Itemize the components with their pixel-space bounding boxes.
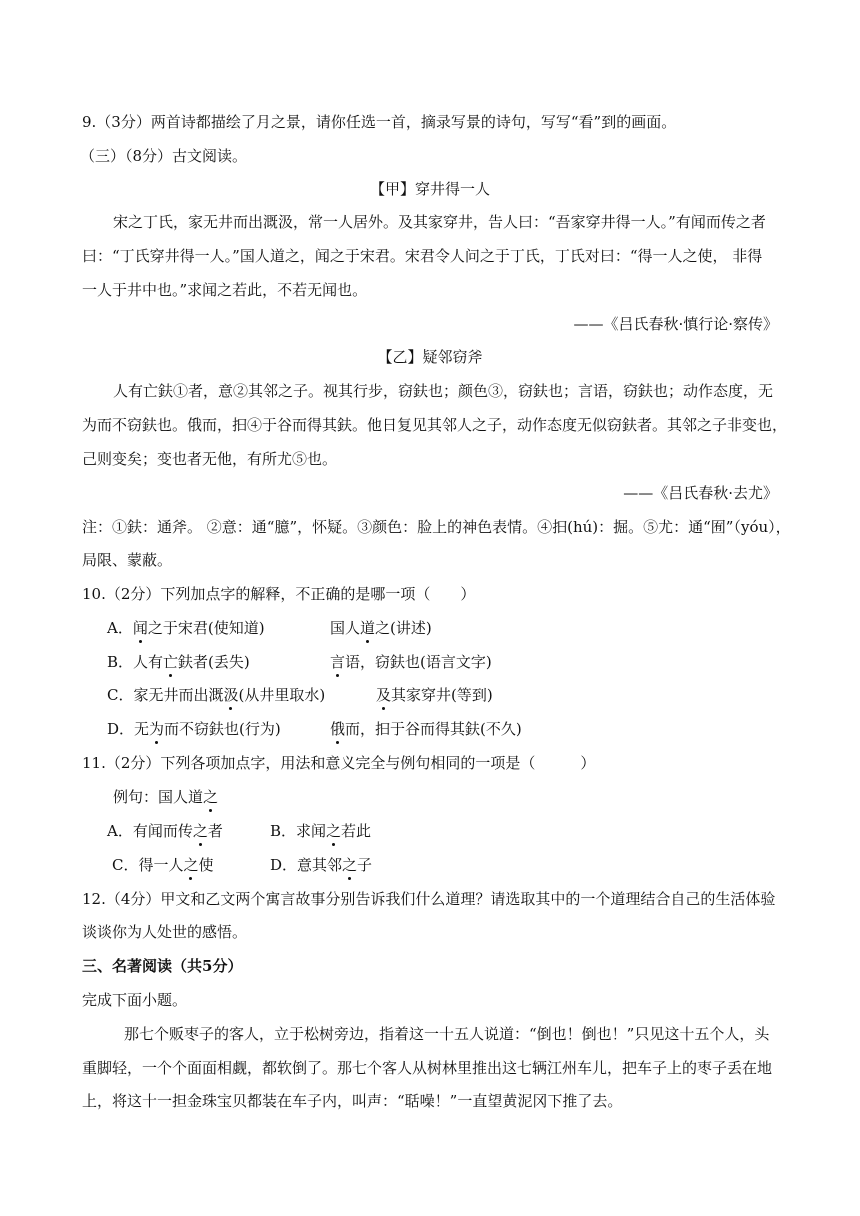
q11-example: 例句：国人道之 xyxy=(113,788,219,806)
q10-option-a-second: 国人道之(讲述) xyxy=(330,619,432,637)
q11-option-c: C．得一人之使 xyxy=(112,856,214,874)
yi-title: 【乙】疑邻窃斧 xyxy=(377,348,483,366)
q10-option-a: A．闻之于宋君(使知道) xyxy=(107,619,265,637)
passage-line-1: 那七个贩枣子的客人，立于松树旁边，指着这一十五人说道：“倒也！倒也！”只见这十五个人，头 xyxy=(124,1025,770,1043)
q10-option-c: C．家无井而出溉汲(从井里取水) xyxy=(107,686,326,704)
yi-line-3: 己则变矣；变也者无他，有所尤⑤也。 xyxy=(82,450,338,468)
emphasis-dot-char: 及 xyxy=(376,686,392,704)
q10-option-d-second: 俄而，抇于谷而得其鈇(不久) xyxy=(330,720,522,738)
q11-option-a: A．有闻而传之者 xyxy=(107,822,223,840)
emphasis-dot-char: 道 xyxy=(360,619,376,637)
notes-line-2: 局限、蒙蔽。 xyxy=(82,551,173,569)
emphasis-dot-char: 之 xyxy=(342,856,358,874)
emphasis-dot-char: 汲 xyxy=(223,686,239,704)
q10-option-b-second: 言语，窃鈇也(语言文字) xyxy=(330,653,492,671)
emphasis-dot-char: 闻 xyxy=(132,619,148,637)
q10-option-d: D．无为而不窃鈇也(行为) xyxy=(107,720,281,738)
q11-option-b: B．求闻之若此 xyxy=(270,822,372,840)
emphasis-dot-char: 亡 xyxy=(163,653,179,671)
emphasis-dot-char: 言 xyxy=(330,653,346,671)
question-12-line-2: 谈谈你为人处世的感悟。 xyxy=(82,923,248,941)
emphasis-dot-char: 之 xyxy=(203,788,219,806)
jia-title: 【甲】穿井得一人 xyxy=(369,180,490,198)
notes-line-1: 注：①鈇：通斧。 ②意：通“臆”，怀疑。③颜色：脸上的神色表情。④抇(hú)：掘。⑤尤：通“囿”（yóu）， xyxy=(82,518,791,536)
part-3-instruction: 完成下面小题。 xyxy=(82,991,188,1009)
jia-line-3: 一人于井中也。”求闻之若此，不若无闻也。 xyxy=(82,281,368,299)
yi-line-1: 人有亡鈇①者，意②其邻之子。视其行步，窃鈇也；颜色③，窃鈇也；言语，窃鈇也；动作态度，无 xyxy=(113,382,774,400)
passage-line-3: 上，将这十一担金珠宝贝都装在车子内，叫声：“聒噪！”一直望黄泥冈下推了去。 xyxy=(82,1092,623,1110)
emphasis-dot-char: 之 xyxy=(192,822,208,840)
section-3-heading: （三）（8分）古文阅读。 xyxy=(80,147,248,165)
jia-source: ——《吕氏春秋·慎行论·察传》 xyxy=(573,315,778,333)
emphasis-dot-char: 之 xyxy=(326,822,342,840)
yi-line-2: 为而不窃鈇也。俄而，抇④于谷而得其鈇。他日复见其邻人之子，动作态度无似窃鈇者。其邻之子非变也， xyxy=(82,416,788,434)
q10-option-c-second: 及其家穿井(等到) xyxy=(376,686,493,704)
question-11-stem: 11.（2分）下列各项加点字，用法和意义完全与例句相同的一项是（ ） xyxy=(82,754,596,772)
emphasis-dot-char: 俄 xyxy=(330,720,346,738)
jia-line-1: 宋之丁氏，家无井而出溉汲，常一人居外。及其家穿井，告人曰：“吾家穿井得一人。”有闻而传之者 xyxy=(113,213,766,231)
jia-line-2: 曰：“丁氏穿井得一人。”国人道之，闻之于宋君。宋君令人问之于丁氏，丁氏对曰：“得一人之使， 非得 xyxy=(82,247,763,265)
part-3-title: 三、名著阅读（共5分） xyxy=(82,957,243,975)
emphasis-dot-char: 之 xyxy=(183,856,199,874)
question-9: 9.（3分）两首诗都描绘了月之景，请你任选一首，摘录写景的诗句，写写“看”到的画面。 xyxy=(82,113,677,131)
emphasis-dot-char: 为 xyxy=(149,720,165,738)
q10-option-b: B．人有亡鈇者(丢失) xyxy=(107,653,250,671)
question-10-stem: 10.（2分）下列加点字的解释，不正确的是哪一项（ ） xyxy=(82,585,476,603)
question-12-line-1: 12.（4分）甲文和乙文两个寓言故事分别告诉我们什么道理？请选取其中的一个道理结合自己的生活体验 xyxy=(82,890,776,908)
q11-option-d: D．意其邻之子 xyxy=(270,856,373,874)
passage-line-2: 重脚轻，一个个面面相觑，都软倒了。那七个客人从树林里推出这七辆江州车儿，把车子上的枣子丢在地 xyxy=(82,1059,773,1077)
yi-source: ——《吕氏春秋·去尤》 xyxy=(623,484,778,502)
